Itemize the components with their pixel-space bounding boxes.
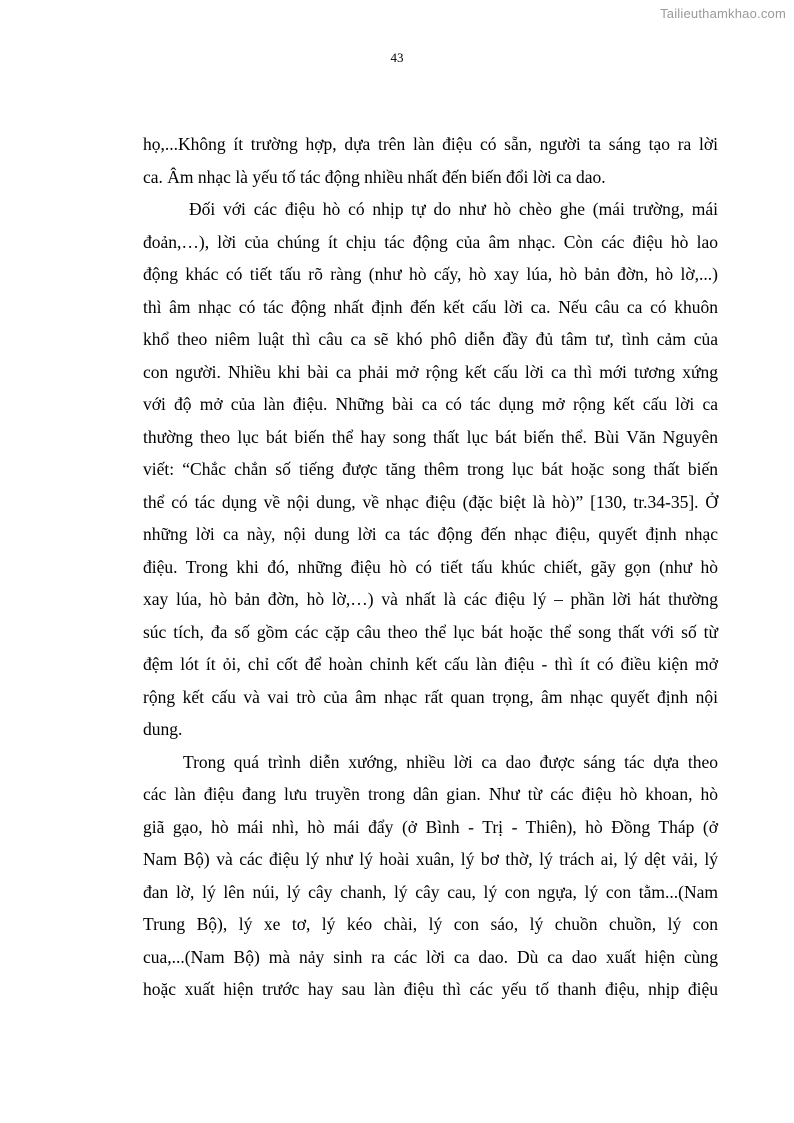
text-line: xay lúa, hò bản đờn, hò lờ,…) và nhất là các điệu lý – phần lời hát thường [143, 589, 718, 609]
text-line: họ,...Không ít trường hợp, dựa trên làn điệu có sẵn, người ta sáng tạo ra lời [143, 134, 718, 154]
document-body [143, 128, 718, 1006]
text-line: giã gạo, hò mái nhì, hò mái đẩy (ở Bình - Trị - Thiên), hò Đồng Tháp (ở [143, 816, 718, 837]
text-line: rộng kết cấu và vai trò của âm nhạc rất quan trọng, âm nhạc quyết định nội [143, 686, 718, 707]
paragraph-2 [143, 193, 718, 746]
text-line: Trong quá trình diễn xướng, nhiều lời ca dao được sáng tác dựa theo [183, 751, 718, 772]
text-line: những lời ca này, nội dung lời ca tác động đến nhạc điệu, quyết định nhạc [143, 524, 718, 544]
text-line: các làn điệu đang lưu truyền trong dân gian. Như từ các điệu hò khoan, hò [143, 784, 718, 804]
paragraph-3 [143, 746, 718, 1006]
paragraph-1 [143, 128, 718, 193]
text-line: súc tích, đa số gồm các cặp câu theo thể lục bát hoặc thể song thất với số từ [143, 621, 718, 642]
text-line: dung. [143, 719, 183, 739]
text-line: Trung Bộ), lý xe tơ, lý kéo chài, lý con sáo, lý chuồn chuồn, lý con [143, 914, 718, 934]
text-line: hoặc xuất hiện trước hay sau làn điệu thì các yếu tố thanh điệu, nhịp điệu [143, 979, 718, 999]
text-line: điệu. Trong khi đó, những điệu hò có tiết tấu khúc chiết, gãy gọn (như hò [143, 556, 718, 577]
text-line: thường theo lục bát biến thể hay song thất lục bát biến thể. Bùi Văn Nguyên [143, 426, 718, 447]
text-line: Nam Bộ) và các điệu lý như lý hoài xuân, lý bơ thờ, lý trách ai, lý dệt vải, lý [143, 849, 718, 869]
text-line: con người. Nhiều khi bài ca phải mở rộng kết cấu lời ca thì mới tương xứng [143, 361, 718, 382]
text-line: viết: “Chắc chắn số tiếng được tăng thêm trong lục bát hoặc song thất biến [143, 459, 718, 479]
text-line: đoản,…), lời của chúng ít chịu tác động của âm nhạc. Còn các điệu hò lao [143, 231, 718, 252]
page-number: 43 [390, 50, 404, 65]
text-line: thì âm nhạc có tác động nhất định đến kết cấu lời ca. Nếu câu ca có khuôn [143, 296, 718, 317]
text-line: ca. Âm nhạc là yếu tố tác động nhiều nhất đến biến đổi lời ca dao. [143, 166, 606, 187]
text-line: động khác có tiết tấu rõ ràng (như hò cấy, hò xay lúa, hò bản đờn, hò lờ,...) [143, 264, 718, 284]
text-line: cua,...(Nam Bộ) mà nảy sinh ra các lời ca dao. Dù ca dao xuất hiện cùng [143, 946, 718, 967]
text-line: đan lờ, lý lên núi, lý cây chanh, lý cây cau, lý con ngựa, lý con tằm...(Nam [143, 881, 718, 902]
text-line: Đối với các điệu hò có nhịp tự do như hò chèo ghe (mái trường, mái [189, 199, 718, 219]
text-line: với độ mở của làn điệu. Những bài ca có tác dụng mở rộng kết cấu lời ca [143, 394, 718, 414]
watermark: Tailieuthamkhao.com [660, 6, 786, 21]
text-line: thể có tác dụng về nội dung, về nhạc điệu (đặc biệt là hò)” [130, tr.34-35]. Ở [143, 491, 718, 512]
text-line: đệm lót ít ỏi, chỉ cốt để hoàn chỉnh kết cấu làn điệu - thì ít có điều kiện mở [143, 654, 718, 674]
text-line: khổ theo niêm luật thì câu ca sẽ khó phô diễn đầy đủ tâm tư, tình cảm của [143, 329, 718, 349]
